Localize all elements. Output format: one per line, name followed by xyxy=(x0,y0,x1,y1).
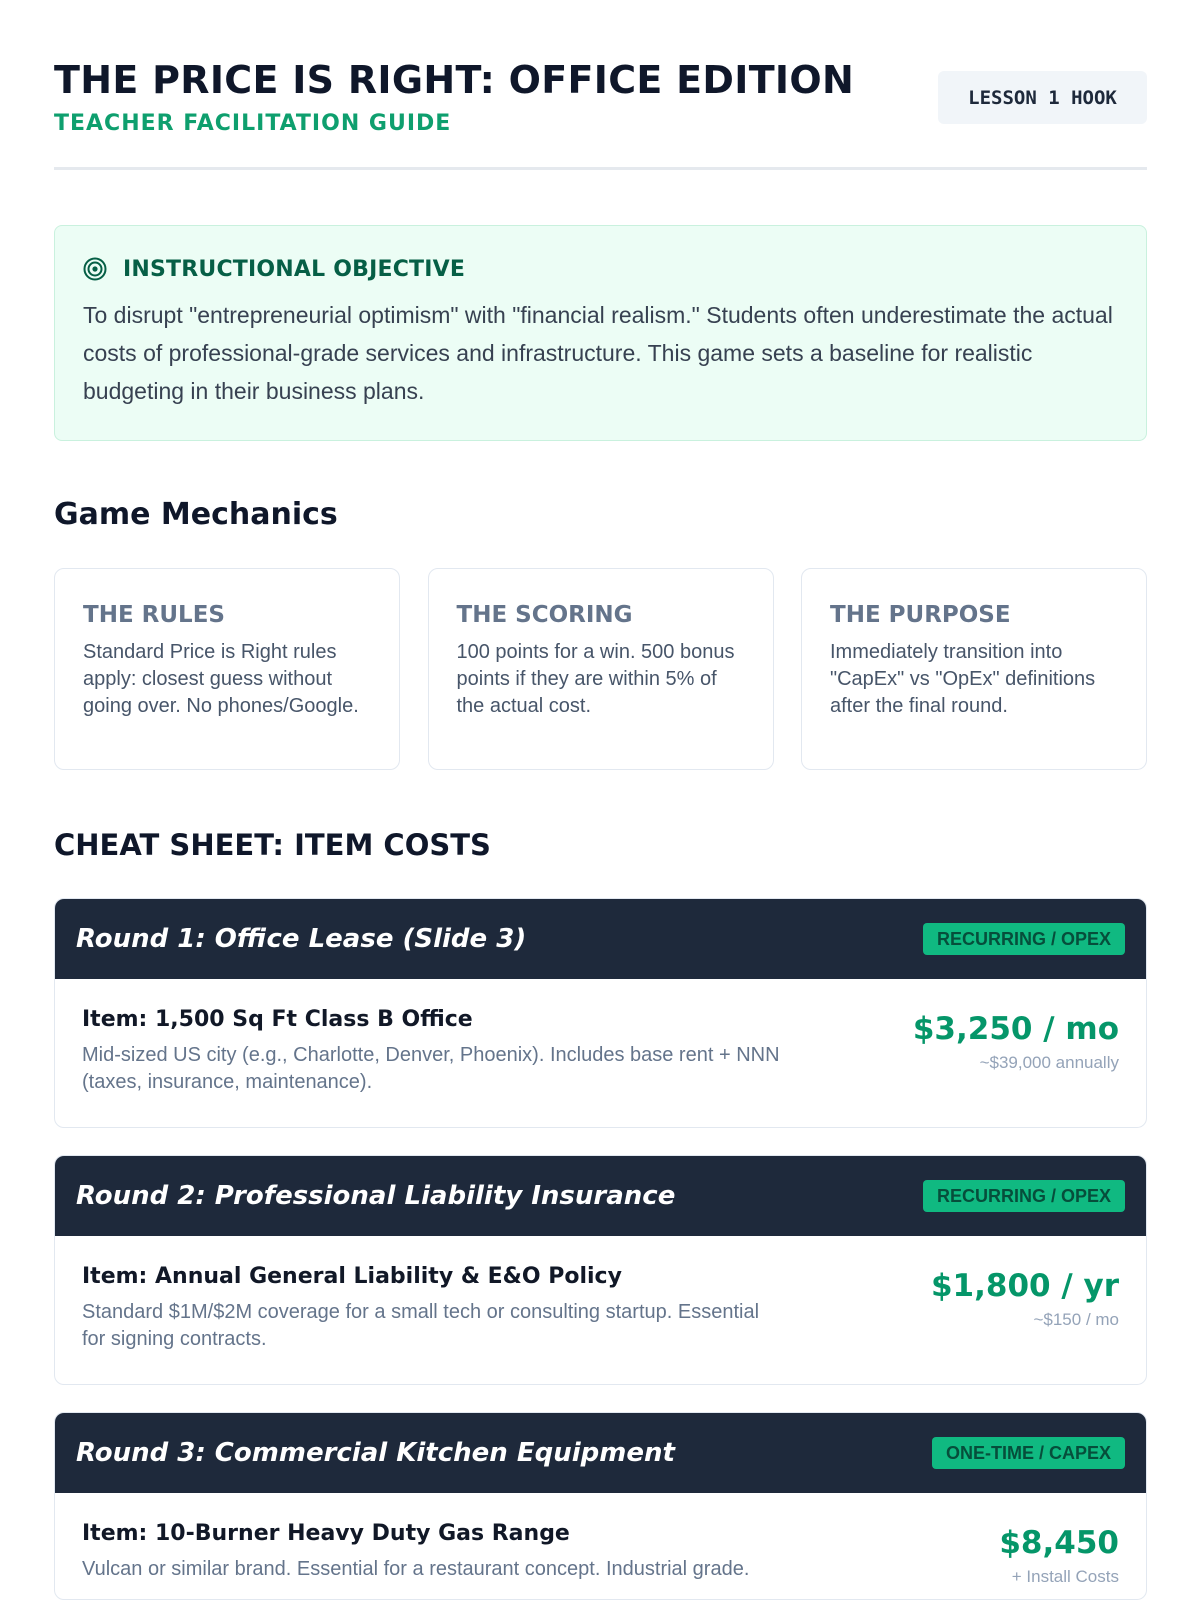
item-description: Vulcan or similar brand. Essential for a restaurant concept. Industrial grade. xyxy=(82,1558,750,1580)
mechanics-card-title: THE RULES xyxy=(83,602,225,628)
round-title: Round 2: Professional Liability Insurance xyxy=(76,1181,676,1211)
price-note: ~$39,000 annually xyxy=(979,1053,1119,1072)
round-header xyxy=(55,1156,1146,1236)
mechanics-card-title: THE PURPOSE xyxy=(830,602,1011,628)
round-card-3 xyxy=(54,1412,1147,1600)
cheat-sheet-title: CHEAT SHEET: ITEM COSTS xyxy=(54,828,491,862)
guide-page xyxy=(54,0,1147,1586)
round-title: Round 3: Commercial Kitchen Equipment xyxy=(76,1438,675,1468)
item-name: Item: 1,500 Sq Ft Class B Office xyxy=(82,1007,473,1032)
round-body xyxy=(55,1236,1146,1384)
price-box xyxy=(999,1525,1119,1587)
price-box xyxy=(931,1268,1119,1330)
page-subtitle: TEACHER FACILITATION GUIDE xyxy=(54,111,452,136)
objective-box xyxy=(54,225,1147,441)
mechanics-cards xyxy=(54,568,1147,770)
round-card-2 xyxy=(54,1155,1147,1385)
item-description: Standard $1M/$2M coverage for a small tech or consulting startup. Essential for signing contracts. xyxy=(82,1301,760,1350)
item-name: Item: Annual General Liability & E&O Policy xyxy=(82,1264,622,1289)
lesson-tag: LESSON 1 HOOK xyxy=(938,71,1147,124)
mechanics-card-text: Immediately transition into "CapEx" vs "OpEx" definitions after the final round. xyxy=(830,641,1096,717)
target-icon xyxy=(83,257,107,281)
page-title: THE PRICE IS RIGHT: OFFICE EDITION xyxy=(54,58,855,102)
round-header xyxy=(55,1413,1146,1493)
round-title: Round 1: Office Lease (Slide 3) xyxy=(76,924,527,954)
page-header xyxy=(54,0,1147,170)
cost-type-badge: ONE-TIME / CAPEX xyxy=(932,1437,1125,1469)
objective-header xyxy=(83,252,1118,286)
price-note: ~$150 / mo xyxy=(1033,1310,1119,1329)
mechanics-card-rules xyxy=(54,568,400,770)
cost-type-badge: RECURRING / OPEX xyxy=(923,923,1125,955)
mechanics-card-text: 100 points for a win. 500 bonus points if they are within 5% of the actual cost. xyxy=(456,641,735,717)
item-price: $3,250 / mo xyxy=(912,1011,1119,1047)
round-header xyxy=(55,899,1146,979)
cost-type-badge: RECURRING / OPEX xyxy=(923,1180,1125,1212)
item-price: $1,800 / yr xyxy=(930,1268,1119,1304)
item-name: Item: 10-Burner Heavy Duty Gas Range xyxy=(82,1521,570,1546)
objective-text: To disrupt "entrepreneurial optimism" with "financial realism." Students often underestimate the actual costs of professional-grade services and infrastructure. This game sets a baseline for realistic budgeting in their business plans. xyxy=(83,302,1113,404)
price-note: + Install Costs xyxy=(1011,1567,1119,1586)
mechanics-card-purpose xyxy=(801,568,1147,770)
round-card-1 xyxy=(54,898,1147,1128)
mechanics-card-text: Standard Price is Right rules apply: closest guess without going over. No phones/Google. xyxy=(83,641,359,717)
round-body xyxy=(55,979,1146,1127)
item-price: $8,450 xyxy=(999,1525,1119,1561)
mechanics-title: Game Mechanics xyxy=(54,497,338,532)
price-box xyxy=(913,1011,1119,1073)
round-body xyxy=(55,1493,1146,1600)
mechanics-card-title: THE SCORING xyxy=(456,602,633,628)
objective-title: INSTRUCTIONAL OBJECTIVE xyxy=(123,256,466,282)
item-description: Mid-sized US city (e.g., Charlotte, Denver, Phoenix). Includes base rent + NNN (taxes, insurance, maintenance). xyxy=(82,1044,780,1093)
mechanics-card-scoring xyxy=(428,568,774,770)
